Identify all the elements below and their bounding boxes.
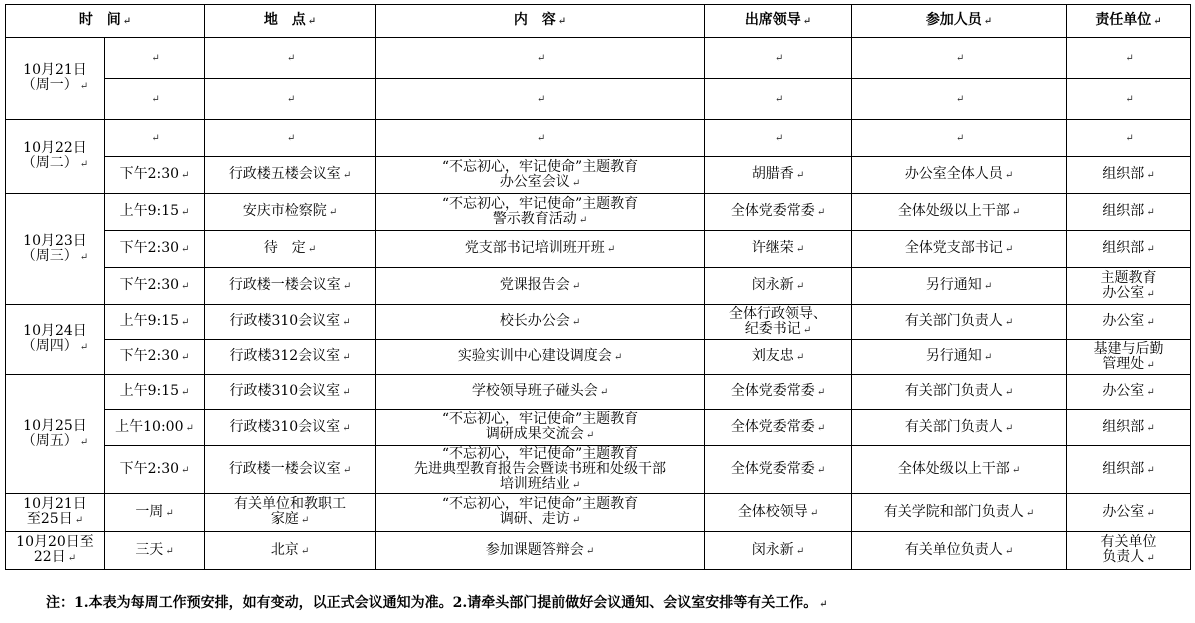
- leader-cell: [705, 194, 852, 231]
- paragraph-mark-icon: ↵: [536, 133, 546, 144]
- paragraph-mark-icon: ↵: [67, 553, 77, 564]
- cell-text: 办公室全体人员 ↵: [904, 166, 1014, 182]
- cell-text: 有关部门负责人 ↵: [904, 383, 1014, 399]
- content-cell: [376, 194, 705, 231]
- cell-text: 行政楼一楼会议室 ↵: [228, 277, 352, 293]
- leader-cell: [705, 38, 852, 79]
- cell-text: [1069, 50, 1188, 66]
- paragraph-mark-icon: ↵: [1004, 545, 1014, 557]
- time-cell: [105, 268, 205, 305]
- table-row: [6, 157, 1191, 194]
- attendees-cell: [852, 231, 1067, 268]
- paragraph-mark-icon: ↵: [571, 281, 581, 292]
- paragraph-mark-icon: ↵: [1004, 317, 1014, 328]
- paragraph-mark-icon: ↵: [151, 133, 160, 144]
- paragraph-mark-icon: ↵: [151, 94, 160, 105]
- cell-text: 基建与后勤 管理处 ↵: [1093, 340, 1164, 372]
- paragraph-mark-icon: ↵: [1146, 507, 1155, 519]
- paragraph-mark-icon: ↵: [1146, 422, 1155, 434]
- cell-text: 安庆市检察院 ↵: [242, 203, 338, 219]
- cell-text: [854, 130, 1064, 146]
- cell-text: [1069, 130, 1188, 146]
- place-cell: [205, 532, 376, 570]
- cell-text: 10月22日 （周二） ↵: [21, 140, 89, 171]
- paragraph-mark-icon: ↵: [1004, 387, 1014, 398]
- cell-text: 组织部 ↵: [1102, 240, 1155, 256]
- paragraph-mark-icon: ↵: [79, 251, 89, 263]
- cell-text: [378, 130, 702, 146]
- time-cell: [105, 532, 205, 570]
- schedule-body: [6, 38, 1191, 570]
- attendees-cell: [852, 38, 1067, 79]
- unit-cell: [1067, 38, 1191, 79]
- cell-text: 组织部 ↵: [1102, 166, 1155, 182]
- paragraph-mark-icon: ↵: [300, 545, 310, 557]
- cell-text: 北京 ↵: [270, 541, 310, 558]
- cell-text: 全体校领导 ↵: [737, 503, 819, 520]
- attendees-cell: [852, 305, 1067, 340]
- paragraph-mark-icon: ↵: [1004, 244, 1014, 255]
- cell-text: 全体处级以上干部 ↵: [897, 203, 1021, 219]
- cell-text: 全体党委常委 ↵: [730, 383, 826, 399]
- cell-text: 10月23日 （周三） ↵: [21, 232, 89, 264]
- unit-cell: [1067, 268, 1191, 305]
- paragraph-mark-icon: ↵: [1146, 359, 1155, 371]
- cell-text: 有关部门负责人 ↵: [904, 313, 1014, 329]
- place-cell: [205, 79, 376, 120]
- cell-text: 全体党委常委 ↵: [730, 203, 826, 219]
- cell-text: 行政楼一楼会议室 ↵: [228, 460, 352, 477]
- cell-text: [107, 50, 202, 66]
- cell-text: 有关单位 负责人 ↵: [1100, 534, 1157, 565]
- attendees-cell: [852, 532, 1067, 570]
- table-row: [6, 268, 1191, 305]
- paragraph-mark-icon: ↵: [774, 53, 784, 64]
- cell-text: [207, 130, 373, 146]
- paragraph-mark-icon: ↵: [536, 53, 546, 64]
- cell-text: 上午9:15 ↵: [119, 313, 190, 329]
- cell-text: 一周 ↵: [135, 503, 174, 520]
- paragraph-mark-icon: ↵: [286, 133, 296, 144]
- cell-text: 胡腊香 ↵: [751, 166, 805, 182]
- cell-text: 另行通知 ↵: [925, 277, 993, 293]
- paragraph-mark-icon: ↵: [342, 317, 351, 328]
- content-cell: [376, 38, 705, 79]
- cell-text: [854, 50, 1064, 66]
- header-place: 地 点 ↵: [205, 5, 376, 38]
- unit-cell: [1067, 194, 1191, 231]
- leader-cell: [705, 79, 852, 120]
- cell-text: 办公室 ↵: [1102, 503, 1155, 520]
- paragraph-mark-icon: ↵: [307, 244, 317, 255]
- table-row: [6, 120, 1191, 157]
- table-row: [6, 446, 1191, 494]
- table-row: [6, 410, 1191, 446]
- paragraph-mark-icon: ↵: [613, 352, 623, 363]
- paragraph-mark-icon: ↵: [79, 159, 89, 170]
- header-time: 时 间 ↵: [6, 5, 205, 38]
- cell-text: 全体党支部书记 ↵: [904, 240, 1014, 256]
- paragraph-mark-icon: ↵: [774, 94, 784, 105]
- cell-text: 有关单位负责人 ↵: [904, 541, 1014, 558]
- time-cell: [105, 157, 205, 194]
- table-row: [6, 231, 1191, 268]
- leader-cell: [705, 268, 852, 305]
- leader-cell: [705, 231, 852, 268]
- cell-text: “不忘初心，牢记使命”主题教育 先进典型教育报告会暨读书班和处级干部 培训班结业 ↵: [414, 445, 667, 492]
- attendees-cell: [852, 494, 1067, 532]
- cell-text: 校长办公会 ↵: [499, 313, 581, 329]
- content-cell: [376, 375, 705, 410]
- time-cell: [105, 120, 205, 157]
- leader-cell: [705, 446, 852, 494]
- paragraph-mark-icon: ↵: [342, 387, 351, 398]
- attendees-cell: [852, 157, 1067, 194]
- cell-text: 10月20日至 22日 ↵: [16, 534, 94, 565]
- header-leader: 出席领导 ↵: [705, 5, 852, 38]
- unit-cell: [1067, 157, 1191, 194]
- place-cell: [205, 38, 376, 79]
- cell-text: 三天 ↵: [135, 541, 174, 558]
- place-cell: [205, 268, 376, 305]
- content-cell: [376, 79, 705, 120]
- place-cell: [205, 231, 376, 268]
- paragraph-mark-icon: ↵: [795, 352, 805, 363]
- paragraph-mark-icon: ↵: [181, 207, 190, 218]
- paragraph-mark-icon: ↵: [802, 324, 812, 336]
- attendees-cell: [852, 375, 1067, 410]
- place-cell: [205, 375, 376, 410]
- paragraph-mark-icon: ↵: [1125, 53, 1134, 64]
- unit-cell: [1067, 494, 1191, 532]
- paragraph-mark-icon: ↵: [795, 281, 805, 292]
- time-cell: [105, 494, 205, 532]
- cell-text: 学校领导班子碰头会 ↵: [471, 383, 609, 399]
- table-row: [6, 79, 1191, 120]
- time-cell: [105, 38, 205, 79]
- paragraph-mark-icon: ↵: [816, 464, 826, 476]
- paragraph-mark-icon: ↵: [185, 422, 194, 434]
- leader-cell: [705, 120, 852, 157]
- paragraph-mark-icon: ↵: [328, 207, 338, 218]
- paragraph-mark-icon: ↵: [342, 170, 352, 181]
- cell-text: [854, 91, 1064, 107]
- cell-text: 办公室 ↵: [1102, 313, 1155, 329]
- cell-text: 全体处级以上干部 ↵: [897, 460, 1021, 477]
- paragraph-mark-icon: ↵: [181, 244, 190, 255]
- cell-text: 行政楼312会议室 ↵: [229, 348, 351, 364]
- leader-cell: [705, 157, 852, 194]
- paragraph-mark-icon: ↵: [342, 352, 351, 363]
- unit-cell: [1067, 340, 1191, 375]
- place-cell: [205, 305, 376, 340]
- paragraph-mark-icon: ↵: [955, 53, 965, 64]
- attendees-cell: [852, 194, 1067, 231]
- cell-text: 下午2:30 ↵: [119, 348, 190, 364]
- cell-text: [707, 50, 849, 66]
- cell-text: “不忘初心，牢记使命”主题教育 调研成果交流会 ↵: [441, 411, 639, 442]
- unit-cell: [1067, 305, 1191, 340]
- paragraph-mark-icon: ↵: [1011, 207, 1021, 218]
- time-cell: [105, 340, 205, 375]
- cell-text: 下午2:30 ↵: [119, 240, 190, 256]
- attendees-cell: [852, 79, 1067, 120]
- cell-text: [207, 50, 373, 66]
- paragraph-mark-icon: ↵: [181, 352, 190, 363]
- cell-text: 全体行政领导、 纪委书记 ↵: [729, 305, 828, 337]
- header-unit: 责任单位 ↵: [1067, 5, 1191, 38]
- paragraph-mark-icon: ↵: [79, 342, 89, 353]
- time-cell: [105, 375, 205, 410]
- unit-cell: [1067, 446, 1191, 494]
- paragraph-mark-icon: ↵: [74, 515, 84, 526]
- cell-text: [207, 91, 373, 107]
- paragraph-mark-icon: ↵: [795, 170, 805, 181]
- cell-text: [378, 50, 702, 66]
- paragraph-mark-icon: ↵: [983, 281, 993, 292]
- cell-text: 待 定 ↵: [263, 240, 317, 256]
- cell-text: 组织部 ↵: [1102, 460, 1155, 477]
- table-row: [6, 532, 1191, 570]
- place-cell: [205, 410, 376, 446]
- paragraph-mark-icon: ↵: [606, 244, 616, 255]
- cell-text: 下午2:30 ↵: [119, 460, 190, 477]
- table-row: [6, 305, 1191, 340]
- attendees-cell: [852, 410, 1067, 446]
- place-cell: [205, 340, 376, 375]
- paragraph-mark-icon: ↵: [571, 515, 581, 526]
- table-row: [6, 375, 1191, 410]
- leader-cell: [705, 340, 852, 375]
- paragraph-mark-icon: ↵: [1004, 422, 1014, 434]
- date-cell: [6, 375, 105, 494]
- paragraph-mark-icon: ↵: [795, 244, 805, 255]
- cell-text: “不忘初心，牢记使命”主题教育 办公室会议 ↵: [441, 158, 639, 190]
- cell-text: 上午9:15 ↵: [119, 383, 190, 399]
- header-attendees: 参加人员 ↵: [852, 5, 1067, 38]
- content-cell: [376, 410, 705, 446]
- cell-text: [1069, 91, 1188, 107]
- content-cell: [376, 340, 705, 375]
- cell-text: [378, 91, 702, 107]
- paragraph-mark-icon: ↵: [79, 436, 89, 448]
- time-cell: [105, 305, 205, 340]
- cell-text: 组织部 ↵: [1102, 418, 1155, 435]
- unit-cell: [1067, 410, 1191, 446]
- cell-text: [107, 91, 202, 107]
- paragraph-mark-icon: ↵: [1025, 507, 1035, 519]
- content-cell: [376, 157, 705, 194]
- paragraph-mark-icon: ↵: [342, 464, 352, 476]
- paragraph-mark-icon: ↵: [1146, 387, 1155, 398]
- date-cell: [6, 532, 105, 570]
- paragraph-mark-icon: ↵: [1011, 464, 1021, 476]
- paragraph-mark-icon: ↵: [151, 53, 160, 64]
- attendees-cell: [852, 340, 1067, 375]
- cell-text: 实验实训中心建设调度会 ↵: [457, 348, 623, 364]
- paragraph-mark-icon: ↵: [585, 545, 595, 557]
- leader-cell: [705, 305, 852, 340]
- paragraph-mark-icon: ↵: [181, 317, 190, 328]
- place-cell: [205, 446, 376, 494]
- cell-text: 全体党委常委 ↵: [730, 460, 826, 477]
- place-cell: [205, 120, 376, 157]
- paragraph-mark-icon: ↵: [795, 545, 805, 557]
- paragraph-mark-icon: ↵: [578, 214, 588, 226]
- paragraph-mark-icon: ↵: [955, 133, 965, 144]
- paragraph-mark-icon: ↵: [181, 464, 190, 476]
- cell-text: 刘友忠 ↵: [751, 348, 805, 364]
- time-cell: [105, 446, 205, 494]
- paragraph-mark-icon: ↵: [1146, 170, 1155, 181]
- content-cell: [376, 532, 705, 570]
- paragraph-mark-icon: ↵: [1146, 317, 1155, 328]
- content-cell: [376, 268, 705, 305]
- paragraph-mark-icon: ↵: [286, 53, 296, 64]
- paragraph-mark-icon: ↵: [571, 479, 581, 491]
- cell-text: 10月24日 （周四） ↵: [21, 323, 89, 354]
- time-cell: [105, 410, 205, 446]
- cell-text: 主题教育 办公室 ↵: [1100, 269, 1157, 301]
- paragraph-mark-icon: ↵: [181, 281, 190, 292]
- content-cell: [376, 305, 705, 340]
- paragraph-mark-icon: ↵: [816, 422, 826, 434]
- paragraph-mark-icon: ↵: [286, 94, 296, 105]
- cell-text: 党支部书记培训班开班 ↵: [464, 240, 616, 256]
- weekly-schedule-table: [5, 4, 1191, 570]
- unit-cell: [1067, 375, 1191, 410]
- attendees-cell: [852, 120, 1067, 157]
- cell-text: 参加课题答辩会 ↵: [485, 541, 595, 558]
- date-cell: [6, 305, 105, 375]
- paragraph-mark-icon: ↵: [342, 422, 351, 434]
- date-cell: [6, 194, 105, 305]
- table-row: [6, 494, 1191, 532]
- content-cell: [376, 120, 705, 157]
- paragraph-mark-icon: ↵: [165, 507, 174, 519]
- cell-text: 行政楼310会议室 ↵: [229, 418, 351, 435]
- paragraph-mark-icon: ↵: [1125, 94, 1134, 105]
- paragraph-mark-icon: ↵: [585, 430, 595, 441]
- table-row: [6, 38, 1191, 79]
- date-cell: [6, 120, 105, 194]
- cell-text: 党课报告会 ↵: [499, 277, 581, 293]
- paragraph-mark-icon: ↵: [774, 133, 784, 144]
- leader-cell: [705, 410, 852, 446]
- cell-text: 办公室 ↵: [1102, 383, 1155, 399]
- paragraph-mark-icon: ↵: [816, 207, 826, 218]
- cell-text: 有关单位和教职工 家庭 ↵: [234, 496, 347, 527]
- time-cell: [105, 231, 205, 268]
- cell-text: 下午2:30 ↵: [119, 277, 190, 293]
- cell-text: 10月21日 （周一） ↵: [21, 62, 89, 93]
- attendees-cell: [852, 268, 1067, 305]
- paragraph-mark-icon: ↵: [1004, 170, 1014, 181]
- paragraph-mark-icon: ↵: [1146, 464, 1155, 476]
- cell-text: 有关部门负责人 ↵: [904, 418, 1014, 435]
- cell-text: 另行通知 ↵: [925, 348, 993, 364]
- place-cell: [205, 194, 376, 231]
- cell-text: 下午2:30 ↵: [119, 166, 190, 182]
- cell-text: “不忘初心，牢记使命”主题教育 警示教育活动 ↵: [441, 195, 639, 227]
- paragraph-mark-icon: ↵: [983, 352, 993, 363]
- header-content: 内 容 ↵: [376, 5, 705, 38]
- place-cell: [205, 494, 376, 532]
- cell-text: 行政楼310会议室 ↵: [229, 383, 351, 399]
- leader-cell: [705, 494, 852, 532]
- content-cell: [376, 231, 705, 268]
- time-cell: [105, 194, 205, 231]
- date-cell: [6, 494, 105, 532]
- paragraph-mark-icon: ↵: [809, 507, 819, 519]
- content-cell: [376, 494, 705, 532]
- unit-cell: [1067, 231, 1191, 268]
- paragraph-mark-icon: ↵: [1146, 207, 1155, 218]
- cell-text: 10月25日 （周五） ↵: [21, 417, 89, 449]
- cell-text: 行政楼五楼会议室 ↵: [228, 166, 352, 182]
- paragraph-mark-icon: ↵: [300, 515, 310, 526]
- paragraph-mark-icon: ↵: [181, 170, 190, 181]
- table-row: [6, 340, 1191, 375]
- cell-text: 上午10:00 ↵: [115, 418, 194, 435]
- footnote: 注：1.本表为每周工作预安排，如有变动，以正式会议通知为准。2.请牵头部门提前做好会议通知、会议室安排等有关工作。 ↵: [46, 595, 828, 611]
- paragraph-mark-icon: ↵: [181, 387, 190, 398]
- paragraph-mark-icon: ↵: [536, 94, 546, 105]
- paragraph-mark-icon: ↵: [1146, 244, 1155, 255]
- leader-cell: [705, 532, 852, 570]
- cell-text: 上午9:15 ↵: [119, 203, 190, 219]
- cell-text: 10月21日 至25日 ↵: [23, 496, 87, 527]
- paragraph-mark-icon: ↵: [1146, 288, 1155, 300]
- cell-text: 闵永新 ↵: [751, 277, 805, 293]
- paragraph-mark-icon: ↵: [79, 81, 89, 92]
- unit-cell: [1067, 532, 1191, 570]
- paragraph-mark-icon: ↵: [1146, 553, 1155, 564]
- paragraph-mark-icon: ↵: [816, 387, 826, 398]
- attendees-cell: [852, 446, 1067, 494]
- place-cell: [205, 157, 376, 194]
- cell-text: [707, 130, 849, 146]
- paragraph-mark-icon: ↵: [571, 177, 581, 189]
- paragraph-mark-icon: ↵: [955, 94, 965, 105]
- cell-text: 全体党委常委 ↵: [730, 418, 826, 435]
- paragraph-mark-icon: ↵: [599, 387, 609, 398]
- unit-cell: [1067, 120, 1191, 157]
- paragraph-mark-icon: ↵: [342, 281, 352, 292]
- content-cell: [376, 446, 705, 494]
- cell-text: [107, 130, 202, 146]
- cell-text: 行政楼310会议室 ↵: [229, 313, 351, 329]
- cell-text: 闵永新 ↵: [751, 541, 805, 558]
- paragraph-mark-icon: ↵: [165, 545, 174, 557]
- unit-cell: [1067, 79, 1191, 120]
- paragraph-mark-icon: ↵: [571, 317, 581, 328]
- cell-text: 有关学院和部门负责人 ↵: [883, 503, 1035, 520]
- cell-text: 组织部 ↵: [1102, 203, 1155, 219]
- cell-text: 许继荣 ↵: [751, 240, 805, 256]
- time-cell: [105, 79, 205, 120]
- cell-text: [707, 91, 849, 107]
- table-row: [6, 194, 1191, 231]
- cell-text: “不忘初心，牢记使命”主题教育 调研、走访 ↵: [441, 496, 639, 527]
- date-cell: [6, 38, 105, 120]
- paragraph-mark-icon: ↵: [1125, 133, 1134, 144]
- header-row: [6, 5, 1191, 38]
- leader-cell: [705, 375, 852, 410]
